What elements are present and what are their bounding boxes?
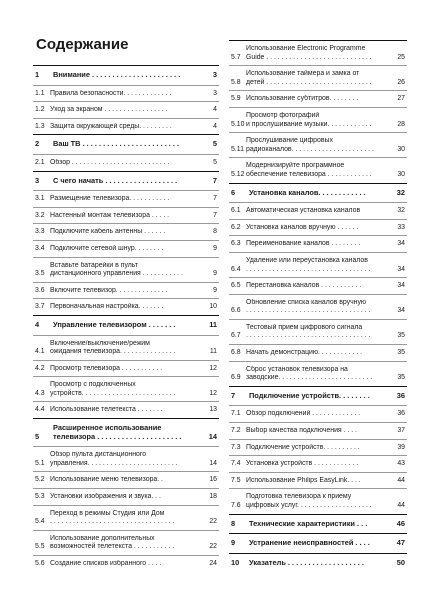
toc-entry-number: 3: [35, 175, 40, 185]
toc-entry-page: 43: [397, 460, 405, 468]
toc-entry-row[interactable]: [229, 40, 407, 65]
toc-entry-title: Модернизируйте программное обеспечение телевизора . . . . . . . . . . . .: [246, 162, 372, 178]
toc-entry-row[interactable]: [33, 376, 219, 401]
toc-entry-number: 5: [35, 431, 40, 441]
toc-entry-title: Управление телевизором . . . . . . .: [53, 320, 176, 329]
toc-entry-title: Правила безопасности. . . . . . . . . . . . .: [50, 89, 172, 97]
toc-entry-number: 4.2: [35, 364, 45, 372]
toc-entry-title: Ваш ТВ . . . . . . . . . . . . . . . . . . . . . . . .: [53, 140, 180, 149]
toc-entry-number: 5.9: [231, 95, 241, 103]
toc-entry-row[interactable]: [33, 360, 219, 377]
toc-entry-page: 7: [213, 211, 217, 219]
toc-entry-title: Указатель . . . . . . . . . . . . . . . . . . .: [249, 558, 364, 567]
toc-entry-title: Автоматическая установка каналов: [246, 207, 361, 215]
toc-entry-number: 6.7: [231, 332, 241, 340]
toc-entry-number: 6: [231, 187, 236, 197]
toc-entry-row[interactable]: [229, 107, 407, 132]
toc-entry-page: 50: [396, 557, 405, 567]
toc-entry-number: 1.3: [35, 122, 45, 130]
toc-entry-title: Подключение устройств. . . . . . . .: [249, 391, 370, 400]
toc-entry-title: Установка каналов. . . . . . . . . . . .: [249, 188, 366, 197]
toc-entry-page: 3: [213, 89, 217, 97]
toc-entry-number: 5.4: [35, 518, 45, 526]
toc-entry-title: Прослушивание цифровых радиоканалов. . . . . . . . . . . . . . . . . . . . . .: [246, 137, 374, 153]
toc-entry-number: 1: [35, 70, 40, 79]
toc-entry-page: 39: [397, 443, 405, 451]
toc-entry-title: С чего начать . . . . . . . . . . . . . . . . . .: [53, 176, 178, 185]
toc-entry-row[interactable]: [33, 335, 219, 360]
toc-entry-number: 2.1: [35, 158, 45, 166]
toc-entry-title: Устранение неисправностей . . . .: [249, 539, 370, 548]
toc-entry-page: 25: [397, 53, 405, 61]
toc-entry-row[interactable]: [33, 298, 219, 315]
toc-entry-title: Обзор . . . . . . . . . . . . . . . . . . . . . . . . . .: [50, 158, 170, 166]
toc-entry-title: Использование дополнительных возможностей телетекста . . . . . . . . . . .: [50, 534, 175, 551]
toc-entry-row[interactable]: [33, 240, 219, 257]
toc-entry-page: 33: [397, 223, 405, 231]
toc-entry-row[interactable]: [229, 405, 407, 422]
toc-entry-page: 5: [212, 139, 217, 149]
toc-entry-page: 30: [397, 145, 405, 153]
toc-entry-page: 34: [397, 307, 405, 315]
toc-section-row[interactable]: [33, 65, 219, 85]
toc-entry-page: 8: [213, 228, 217, 236]
toc-entry-row[interactable]: [229, 361, 407, 386]
toc-entry-number: 1.1: [35, 89, 45, 97]
toc-entry-page: 35: [397, 349, 405, 357]
toc-entry-row[interactable]: [229, 472, 407, 489]
toc-entry-title: Настенный монтаж телевизора . . . . .: [50, 211, 170, 219]
toc-entry-row[interactable]: [229, 344, 407, 361]
toc-entry-page: 47: [396, 538, 405, 548]
toc-entry-page: 34: [397, 265, 405, 273]
toc-entry-number: 5.12: [231, 170, 245, 178]
toc-entry-row[interactable]: [229, 219, 407, 236]
toc-entry-row[interactable]: [229, 252, 407, 277]
toc-entry-title: Перестановка каналов . . . . . . . . . . .: [246, 282, 362, 290]
toc-section-row[interactable]: [229, 183, 407, 203]
toc-entry-title: Защита окружающей среды. . . . . . . . .: [50, 122, 172, 130]
toc-entry-page: 46: [396, 518, 405, 528]
toc-entry-page: 14: [208, 431, 217, 441]
toc-entry-page: 34: [397, 282, 405, 290]
toc-entry-title: Уход за экраном . . . . . . . . . . . . . . . . .: [50, 106, 168, 114]
toc-entry-title: Включите телевизор. . . . . . . . . . . . . .: [50, 286, 168, 294]
toc-section-row[interactable]: [229, 386, 407, 406]
toc-entry-number: 5.2: [35, 476, 45, 484]
toc-entry-title: Использование субтитров. . . . . . . .: [246, 95, 359, 103]
toc-entry-title: Переименование каналов . . . . . . . .: [246, 240, 361, 248]
toc-entry-page: 22: [209, 543, 217, 551]
toc-entry-title: Просмотр телевизора . . . . . . . . . . .: [50, 364, 163, 372]
toc-entry-number: 8: [231, 518, 236, 528]
toc-entry-page: 44: [397, 502, 405, 509]
toc-entry-page: 27: [397, 95, 405, 103]
toc-entry-page: 5: [213, 158, 217, 166]
toc-entry-title: Использование Philips EasyLink. . . .: [246, 476, 361, 484]
toc-entry-page: 7: [213, 195, 217, 203]
toc-entry-number: 3.7: [35, 303, 45, 311]
toc-entry-row[interactable]: [229, 455, 407, 472]
toc-entry-number: 3.2: [35, 211, 45, 219]
toc-entry-page: 37: [397, 427, 405, 435]
toc-entry-number: 3.6: [35, 286, 45, 294]
toc-entry-page: 32: [397, 207, 405, 215]
toc-entry-page: 4: [213, 106, 217, 114]
toc-section-row[interactable]: [33, 418, 219, 446]
toc-entry-title: Сброс установок телевизора на заводские. . . . . . . . . . . . . . . . . . . . . . . . .: [246, 365, 373, 382]
toc-entry-title: Создание списков избранного . . . .: [50, 560, 162, 567]
toc-entry-row[interactable]: [33, 530, 219, 555]
toc-entry-page: 44: [397, 476, 405, 484]
toc-entry-row[interactable]: [229, 439, 407, 456]
toc-entry-number: 6.2: [231, 223, 241, 231]
toc-entry-number: 1.2: [35, 106, 45, 114]
toc-entry-row[interactable]: [229, 488, 407, 513]
toc-entry-page: 26: [397, 78, 405, 86]
toc-entry-page: 30: [397, 170, 405, 178]
toc-entry-number: 4.1: [35, 348, 45, 356]
toc-entry-title: Подключите кабель антенны . . . . . .: [50, 228, 166, 236]
toc-entry-page: 14: [209, 459, 217, 467]
toc-entry-row[interactable]: [33, 488, 219, 505]
toc-entry-title: Первоначальная настройка. . . . . . .: [50, 303, 164, 311]
toc-entry-number: 7.3: [231, 443, 241, 451]
toc-section-row[interactable]: [229, 514, 407, 534]
toc-entry-row[interactable]: [229, 90, 407, 107]
toc-entry-title: Внимание . . . . . . . . . . . . . . . . . . . . . .: [53, 71, 181, 79]
toc-entry-row[interactable]: [33, 471, 219, 488]
toc-entry-title: Тестовый прием цифрового сигнала . . . . . . . . . . . . . . . . . . . . . . . . . . . . . . . . .: [246, 323, 371, 340]
toc-section-row[interactable]: [33, 171, 219, 191]
toc-entry-number: 6.9: [231, 374, 241, 382]
toc-entry-page: 36: [397, 410, 405, 418]
toc-entry-title: Выбор качества подключения . . . .: [246, 427, 357, 435]
toc-entry-page: 35: [397, 374, 405, 382]
toc-entry-title: Обзор подключений . . . . . . . . . . . . .: [246, 410, 361, 418]
toc-entry-page: 9: [213, 244, 217, 252]
toc-entry-row[interactable]: [33, 118, 219, 135]
toc-entry-page: 11: [209, 319, 217, 329]
toc-entry-number: 4.3: [35, 389, 45, 397]
toc-entry-number: 5.3: [35, 493, 45, 501]
toc-entry-title: Подключение устройств. . . . . . . . . .: [246, 443, 360, 451]
toc-entry-row[interactable]: [229, 319, 407, 344]
toc-entry-number: 3.3: [35, 228, 45, 236]
toc-entry-row[interactable]: [33, 223, 219, 240]
toc-entry-row[interactable]: [33, 154, 219, 171]
toc-entry-row[interactable]: [229, 157, 407, 182]
toc-entry-number: 5.10: [231, 120, 245, 128]
toc-entry-title: Переход в режимы Студия или Дом . . . . . . . . . . . . . . . . . . . . . . . . . . . . . . . . .: [50, 509, 175, 526]
toc-entry-title: Использование телетекста . . . . . . .: [50, 406, 163, 414]
toc-entry-page: 10: [209, 303, 217, 311]
toc-entry-page: 12: [209, 389, 217, 397]
toc-entry-page: 35: [397, 332, 405, 340]
toc-entry-page: 28: [397, 120, 405, 128]
toc-entry-number: 7.5: [231, 476, 241, 484]
toc-entry-page: 11: [209, 348, 217, 356]
toc-entry-title: Использование меню телевизора. .: [50, 476, 163, 484]
toc-entry-row[interactable]: [229, 65, 407, 90]
toc-entry-number: 7.4: [231, 460, 241, 468]
toc-entry-row[interactable]: [229, 294, 407, 319]
toc-entry-number: 7.6: [231, 502, 241, 509]
toc-entry-row[interactable]: [33, 207, 219, 224]
toc-entry-title: Включение/выключение/режим ожидания телевизора. . . . . . . . . . . . . . .: [50, 339, 176, 356]
toc-entry-number: 5.6: [35, 560, 45, 567]
toc-entry-row[interactable]: [33, 101, 219, 118]
toc-entry-title: Расширенное использование телевизора . . . . . . . . . . . . . . . . . . . . .: [53, 424, 182, 441]
toc-entry-number: 3.5: [35, 270, 45, 278]
toc-entry-title: Удаление или переустановка каналов . . . . . . . . . . . . . . . . . . . . . . . . . . . . . . . . .: [246, 256, 371, 273]
toc-entry-title: Подготовка телевизора к приему цифровых услуг. . . . . . . . . . . . . . . . . . . .: [246, 493, 372, 509]
toc-entry-page: 18: [209, 493, 217, 501]
toc-entry-page: 24: [209, 560, 217, 567]
toc-entry-row[interactable]: [33, 505, 219, 530]
toc-entry-page: 13: [209, 406, 217, 414]
toc-entry-title: Обновление списка каналов вручную . . . . . . . . . . . . . . . . . . . . . . . . . . . . . . . . .: [246, 298, 371, 315]
toc-entry-page: 7: [212, 175, 217, 185]
toc-entry-number: 4: [35, 319, 40, 329]
toc-entry-title: Просмотр с подключенных устройств. . . . . . . . . . . . . . . . . . . . . . . . .: [50, 381, 176, 397]
toc-entry-page: 22: [209, 518, 217, 526]
toc-entry-number: 5.11: [231, 145, 244, 153]
toc-entry-page: 36: [396, 390, 405, 400]
toc-entry-row[interactable]: [229, 422, 407, 439]
toc-section-row[interactable]: [229, 533, 407, 553]
toc-entry-title: Установки изображения и звука. . .: [50, 493, 161, 501]
toc-entry-number: 3.4: [35, 244, 45, 252]
toc-entry-row[interactable]: [229, 277, 407, 294]
toc-entry-number: 9: [231, 538, 236, 548]
toc-entry-number: 7.1: [231, 410, 241, 418]
toc-section-row[interactable]: [229, 553, 407, 573]
toc-entry-page: 12: [209, 364, 217, 372]
toc-entry-number: 2: [35, 139, 40, 149]
toc-entry-row[interactable]: [33, 446, 219, 471]
toc-entry-row[interactable]: [33, 257, 219, 282]
toc-entry-title: Обзор пульта дистанционного управления. . . . . . . . . . . . . . . . . . . . . . . .: [50, 451, 178, 467]
toc-entry-number: 6.4: [231, 265, 241, 273]
toc-right-column: [229, 40, 407, 572]
toc-entry-page: 32: [396, 187, 405, 197]
toc-entry-title: Начать демонстрацию. . . . . . . . . . . .: [246, 349, 363, 357]
toc-entry-title: Технические характеристики . . .: [249, 519, 368, 528]
toc-section-row[interactable]: [33, 315, 219, 335]
toc-entry-title: Подключите сетевой шнур. . . . . . . .: [50, 244, 164, 252]
toc-entry-row[interactable]: [33, 401, 219, 418]
toc-entry-title: Вставьте батарейки в пульт дистанционного управления . . . . . . . . . . .: [50, 261, 183, 278]
toc-entry-number: 6.5: [231, 282, 241, 290]
toc-entry-number: 5.7: [231, 53, 241, 61]
toc-entry-title: Просмотр фотографий и прослушивание музыки. . . . . . . . . . . .: [246, 111, 372, 128]
toc-left-column: [33, 65, 219, 572]
toc-entry-title: Установка каналов вручную . . . . . .: [246, 223, 359, 231]
toc-entry-number: 7.2: [231, 427, 241, 435]
toc-entry-row[interactable]: [33, 282, 219, 299]
toc-entry-row[interactable]: [229, 235, 407, 252]
toc-entry-number: 7: [231, 390, 236, 400]
toc-entry-page: 4: [213, 122, 217, 130]
toc-entry-number: 3.1: [35, 195, 45, 203]
toc-entry-number: 5.5: [35, 543, 45, 551]
toc-entry-page: 9: [213, 270, 217, 278]
toc-entry-row[interactable]: [229, 132, 407, 157]
toc-entry-row[interactable]: [33, 85, 219, 102]
toc-entry-number: 6.8: [231, 349, 241, 357]
toc-entry-number: 4.4: [35, 406, 45, 414]
toc-entry-number: 6.6: [231, 307, 241, 315]
toc-entry-row[interactable]: [229, 202, 407, 219]
toc-entry-number: 5.1: [35, 459, 45, 467]
page-title: Содержание: [36, 36, 129, 53]
toc-entry-page: 34: [397, 240, 405, 248]
toc-entry-row[interactable]: [33, 190, 219, 207]
toc-entry-title: Размещение телевизора. . . . . . . . . . .: [50, 195, 170, 203]
toc-entry-number: 5.8: [231, 78, 241, 86]
toc-entry-page: 9: [213, 286, 217, 294]
toc-entry-title: Использование Electronic Programme Guide . . . . . . . . . . . . . . . . . . . . . . . . . . . .: [246, 45, 372, 61]
toc-entry-title: Использование таймера и замка от детей . . . . . . . . . . . . . . . . . . . . . . . . . . . .: [246, 70, 372, 86]
toc-entry-number: 6.3: [231, 240, 241, 248]
toc-entry-number: 10: [231, 557, 240, 567]
toc-entry-row[interactable]: [33, 555, 219, 572]
toc-entry-page: 3: [212, 70, 217, 79]
toc-section-row[interactable]: [33, 134, 219, 154]
toc-entry-number: 6.1: [231, 207, 241, 215]
toc-entry-title: Установка устройств . . . . . . . . . . . .: [246, 460, 359, 468]
toc-entry-page: 16: [209, 476, 217, 484]
